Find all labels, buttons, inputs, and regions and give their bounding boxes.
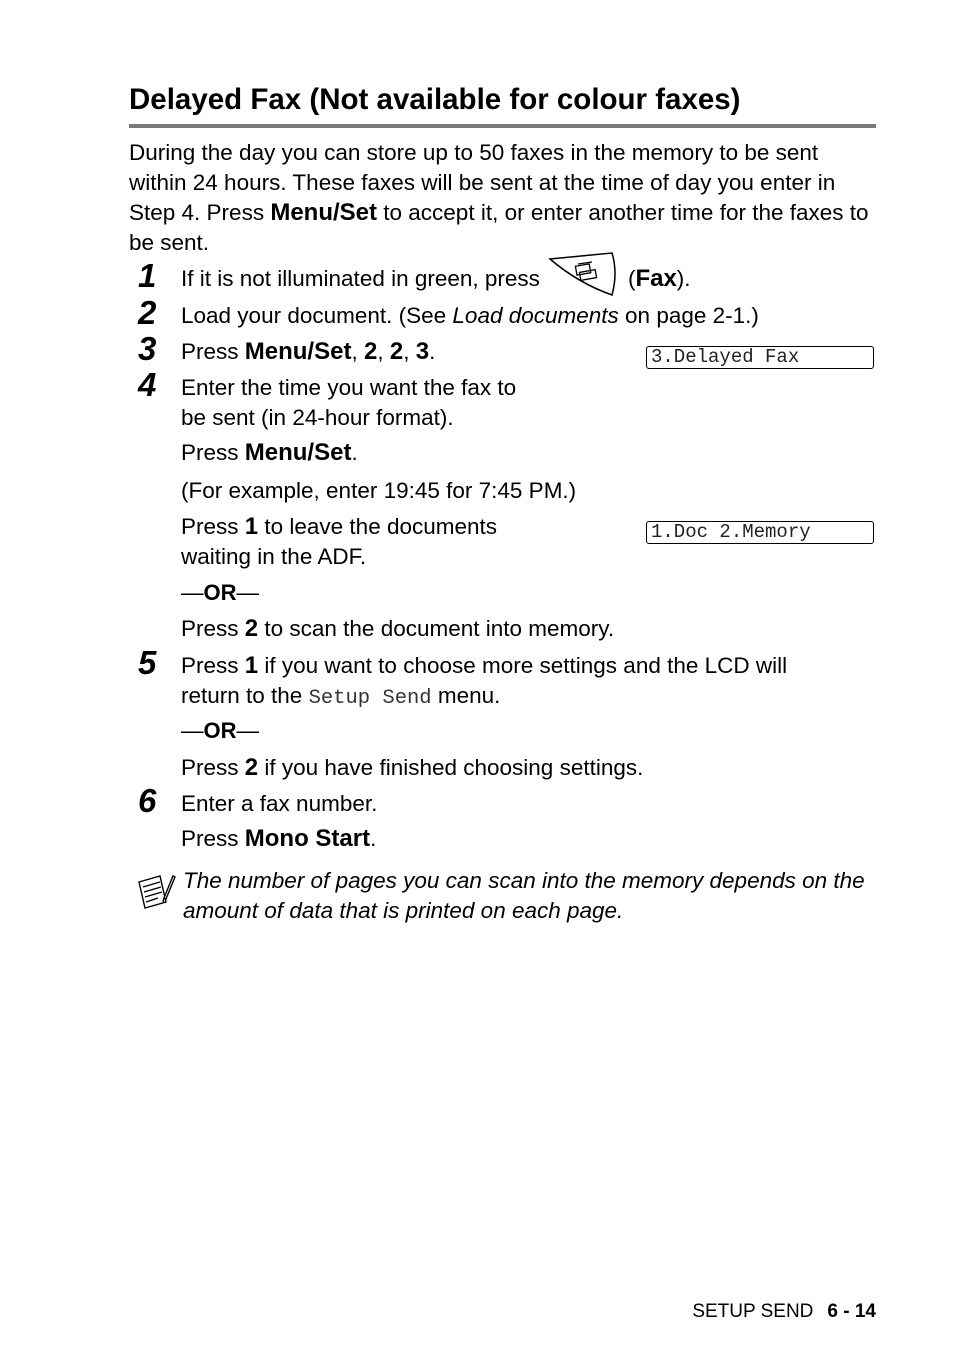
footer-page-number: 6 - 14 (827, 1301, 876, 1322)
fax-key-label: Fax (635, 265, 677, 292)
page-footer (692, 1301, 876, 1323)
intro-menu-set: Menu/Set (270, 199, 378, 226)
step-4-press-1-line2: waiting in the ADF. (181, 544, 367, 569)
step-1-number: 1 (138, 257, 157, 294)
note-text: The number of pages you can scan into the memory depends on the amount of data that is printed on each page. (183, 868, 865, 923)
note-pencil-icon (136, 872, 176, 917)
step-2-number: 2 (138, 294, 157, 331)
setup-send-menu-ref: Setup Send (308, 687, 432, 710)
step-1-text: If it is not illuminated in green, press (Fax). (181, 264, 691, 295)
step-4-press-2: Press 2 to scan the document into memory. (181, 615, 615, 642)
title-rule (129, 124, 876, 128)
step-4-or: —OR— (181, 580, 259, 605)
step-2-text: Load your document. (See Load documents on page 2-1.) (181, 303, 759, 328)
step-4-line2: be sent (in 24-hour format). (181, 405, 454, 430)
intro-paragraph (129, 138, 879, 258)
step-4-press-1: Press 1 to leave the documents (181, 513, 498, 540)
page-title: Delayed Fax (Not available for colour faxes) (129, 83, 741, 116)
step-4-line1: Enter the time you want the fax to (181, 375, 517, 400)
lcd-screen-delayed-fax: 3.Delayed Fax (646, 346, 874, 369)
intro-text-2: to accept it, or enter another time for the faxes to be sent. (129, 200, 869, 255)
load-documents-ref: Load documents (452, 303, 619, 328)
step-4-press-menu-set: Press Menu/Set. (181, 439, 358, 466)
step-5-number: 5 (138, 644, 157, 681)
step-5-or: —OR— (181, 718, 259, 743)
step-6-number: 6 (138, 782, 157, 819)
intro-text-1: During the day you can store up to 50 faxes in the memory to be sent within 24 hours. These faxes will be sent at the time of day you enter in Step 4. Press (129, 140, 836, 225)
fax-key-icon (548, 251, 620, 305)
step-3-number: 3 (138, 330, 157, 367)
step-4-number: 4 (138, 366, 157, 403)
step-6-line1: Enter a fax number. (181, 791, 378, 816)
step-3-text: Press Menu/Set, 2, 2, 3. (181, 338, 436, 365)
step-5-line2: return to the Setup Send menu. (181, 683, 501, 710)
step-6-press-mono-start: Press Mono Start. (181, 825, 377, 852)
step-4-example: (For example, enter 19:45 for 7:45 PM.) (181, 478, 577, 503)
step-5-line1: Press 1 if you want to choose more settings and the LCD will (181, 652, 788, 679)
lcd-screen-doc-memory: 1.Doc 2.Memory (646, 521, 874, 544)
footer-section: SETUP SEND (692, 1301, 814, 1322)
step-5-press-2: Press 2 if you have finished choosing settings. (181, 754, 644, 781)
